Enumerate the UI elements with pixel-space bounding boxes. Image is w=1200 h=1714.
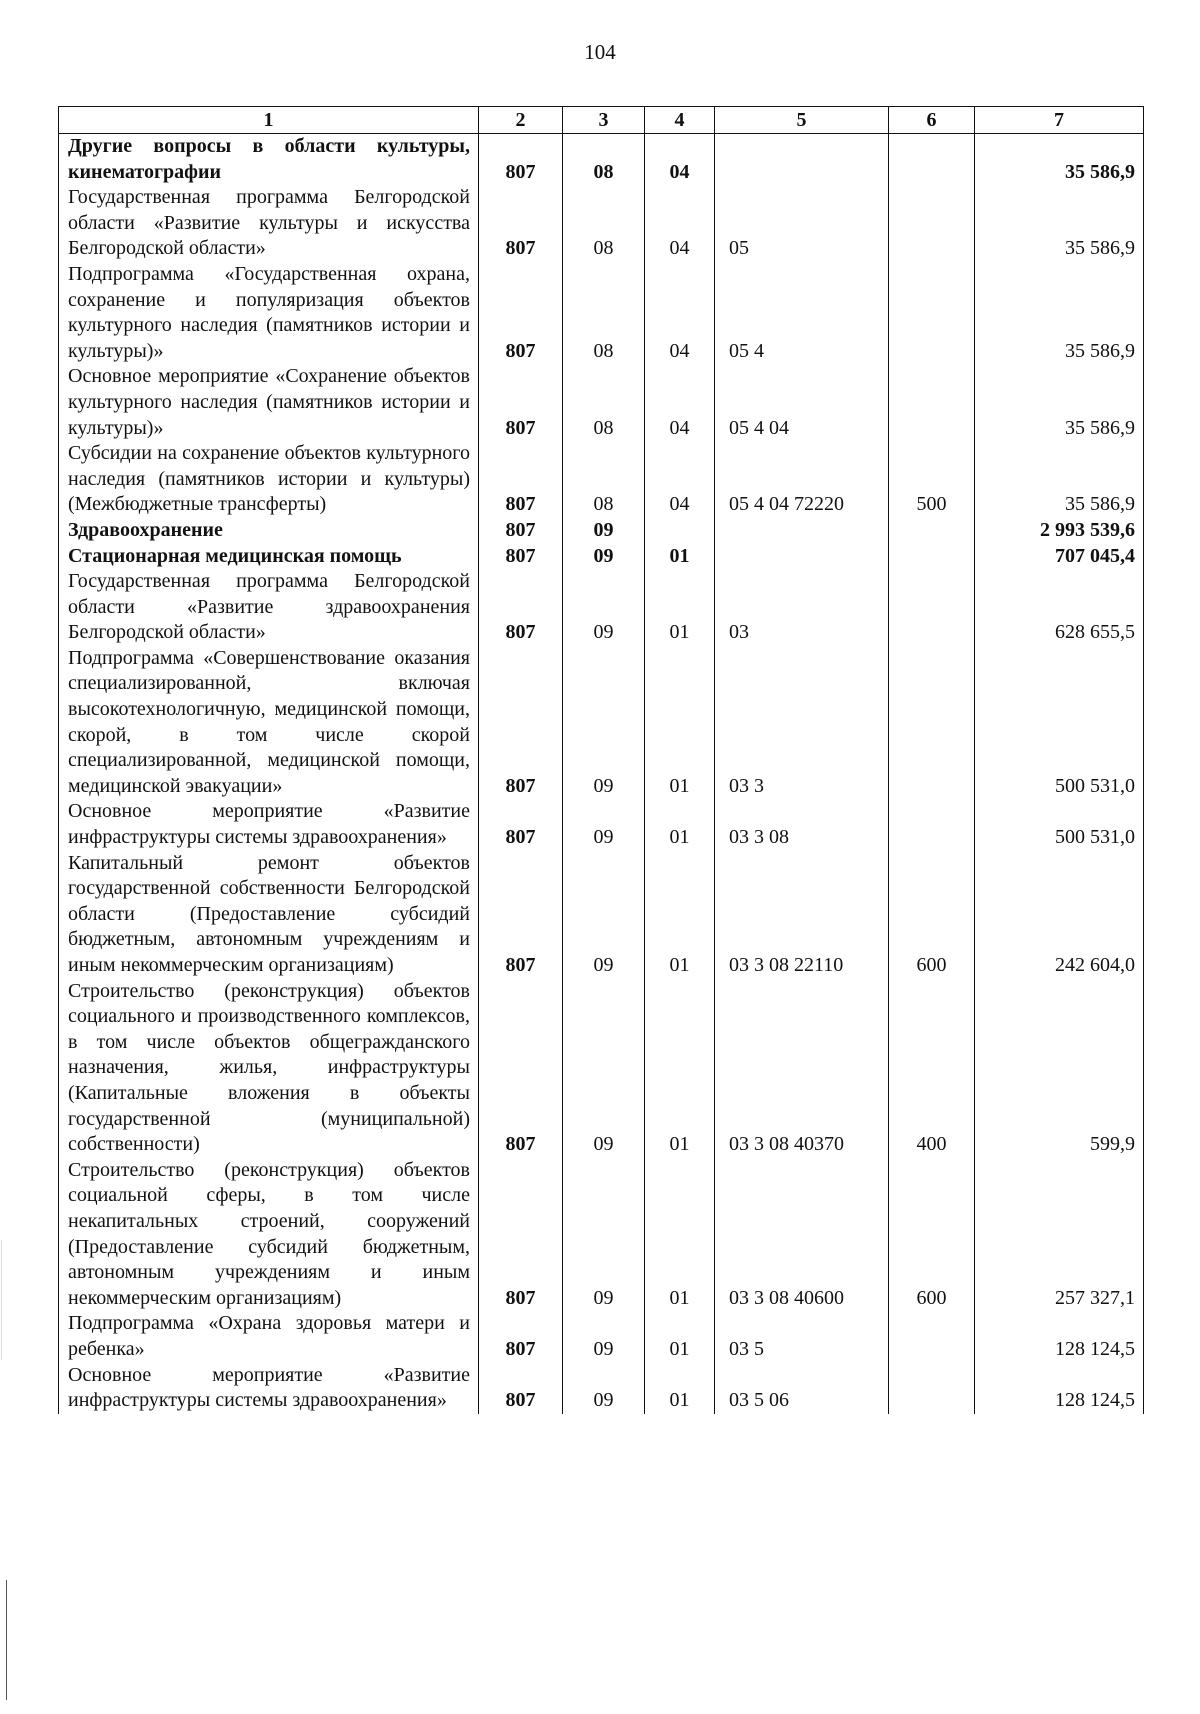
row-c5-cell: 03 [715,569,889,646]
row-c2-cell: 807 [479,262,563,364]
row-c4-cell [645,518,715,544]
row-c4-cell: 01 [645,799,715,850]
row-c3-cell: 09 [563,569,645,646]
row-c4-cell: 01 [645,979,715,1158]
row-c6-cell: 400 [889,979,975,1158]
row-name-cell: Строительство (реконструкция) объектов социальной сферы, в том числе некапитальных строений, сооружений (Предоставление субсидий бюджетным, автономным учреждениям и иным некоммерческим организациям) [59,1158,479,1312]
row-c6-cell: 500 [889,441,975,518]
row-name-cell: Здравоохранение [59,518,479,544]
row-c2-cell: 807 [479,646,563,800]
row-c2-cell: 807 [479,1363,563,1414]
header-col-3: 3 [563,107,645,134]
row-c7-cell: 128 124,5 [975,1363,1144,1414]
row-c3-cell: 09 [563,851,645,979]
row-c5-cell: 03 5 06 [715,1363,889,1414]
row-c6-cell: 600 [889,1158,975,1312]
row-c2-cell: 807 [479,851,563,979]
header-col-2: 2 [479,107,563,134]
table-row [59,544,1144,570]
row-c3-cell: 09 [563,544,645,570]
row-c3-cell: 09 [563,1363,645,1414]
table-row [59,569,1144,646]
row-c4-cell: 01 [645,851,715,979]
table-row [59,518,1144,544]
table-row [59,185,1144,262]
row-c6-cell [889,1363,975,1414]
table-row [59,646,1144,800]
table-row [59,1158,1144,1312]
row-c7-cell: 35 586,9 [975,441,1144,518]
row-c4-cell: 04 [645,134,715,186]
header-col-5: 5 [715,107,889,134]
table-row [59,979,1144,1158]
row-c7-cell: 128 124,5 [975,1311,1144,1362]
scan-mark [1,1240,2,1360]
row-c5-cell: 05 [715,185,889,262]
row-c4-cell: 01 [645,544,715,570]
row-c6-cell: 600 [889,851,975,979]
row-c4-cell: 04 [645,262,715,364]
row-name-cell: Другие вопросы в области культуры, кинематографии [59,134,479,186]
row-c5-cell: 03 3 08 22110 [715,851,889,979]
row-c3-cell: 09 [563,799,645,850]
header-row [59,107,1144,134]
row-c5-cell: 03 3 [715,646,889,800]
row-name-cell: Подпрограмма «Совершенствование оказания специализированной, включая высокотехнологичную, медицинской помощи, скорой, в том числе скорой специализированной, медицинской помощи, медицинской эвакуации» [59,646,479,800]
table-row [59,799,1144,850]
row-c2-cell: 807 [479,979,563,1158]
row-name-cell: Основное мероприятие «Развитие инфраструктуры системы здравоохранения» [59,1363,479,1414]
row-name-cell: Подпрограмма «Государственная охрана, сохранение и популяризация объектов культурного наследия (памятников истории и культуры)» [59,262,479,364]
row-c6-cell [889,185,975,262]
header-col-1: 1 [59,107,479,134]
row-c6-cell [889,134,975,186]
row-c4-cell: 04 [645,185,715,262]
row-c2-cell: 807 [479,1158,563,1312]
row-c7-cell: 35 586,9 [975,134,1144,186]
row-c6-cell [889,518,975,544]
row-c5-cell: 03 5 [715,1311,889,1362]
row-c7-cell: 2 993 539,6 [975,518,1144,544]
table-row [59,441,1144,518]
row-c3-cell: 08 [563,364,645,441]
row-name-cell: Подпрограмма «Охрана здоровья матери и ребенка» [59,1311,479,1362]
table-row [59,1311,1144,1362]
row-c6-cell [889,569,975,646]
header-col-6: 6 [889,107,975,134]
table-row [59,134,1144,186]
row-c4-cell: 01 [645,569,715,646]
row-c5-cell: 03 3 08 [715,799,889,850]
row-c4-cell: 01 [645,646,715,800]
row-c5-cell: 03 3 08 40370 [715,979,889,1158]
header-col-4: 4 [645,107,715,134]
table-row [59,364,1144,441]
row-c4-cell: 04 [645,364,715,441]
row-c3-cell: 09 [563,646,645,800]
header-col-7: 7 [975,107,1144,134]
row-c6-cell [889,646,975,800]
row-c5-cell [715,544,889,570]
row-c5-cell: 05 4 [715,262,889,364]
row-c4-cell: 01 [645,1363,715,1414]
row-c5-cell: 05 4 04 72220 [715,441,889,518]
row-c2-cell: 807 [479,185,563,262]
row-c7-cell: 500 531,0 [975,799,1144,850]
row-name-cell: Государственная программа Белгородской области «Развитие культуры и искусства Белгородской области» [59,185,479,262]
page-number: 104 [584,40,616,64]
row-c5-cell: 03 3 08 40600 [715,1158,889,1312]
row-c5-cell: 05 4 04 [715,364,889,441]
row-c6-cell [889,1311,975,1362]
row-c4-cell: 01 [645,1158,715,1312]
row-c6-cell [889,364,975,441]
row-c3-cell: 08 [563,262,645,364]
row-c7-cell: 707 045,4 [975,544,1144,570]
row-c7-cell: 35 586,9 [975,185,1144,262]
row-c6-cell [889,544,975,570]
row-c2-cell: 807 [479,1311,563,1362]
row-c2-cell: 807 [479,441,563,518]
row-c5-cell [715,134,889,186]
row-name-cell: Основное мероприятие «Развитие инфраструктуры системы здравоохранения» [59,799,479,850]
row-c7-cell: 599,9 [975,979,1144,1158]
row-c7-cell: 242 604,0 [975,851,1144,979]
row-c3-cell: 09 [563,518,645,544]
row-name-cell: Капитальный ремонт объектов государственной собственности Белгородской области (Предоставление субсидий бюджетным, автономным учреждениям и иным некоммерческим организациям) [59,851,479,979]
row-c7-cell: 257 327,1 [975,1158,1144,1312]
row-c3-cell: 08 [563,134,645,186]
row-c3-cell: 09 [563,1311,645,1362]
row-c2-cell: 807 [479,544,563,570]
row-c3-cell: 09 [563,979,645,1158]
row-c2-cell: 807 [479,364,563,441]
row-c4-cell: 01 [645,1311,715,1362]
row-c3-cell: 09 [563,1158,645,1312]
row-c3-cell: 08 [563,185,645,262]
row-c2-cell: 807 [479,134,563,186]
row-c2-cell: 807 [479,569,563,646]
row-name-cell: Основное мероприятие «Сохранение объектов культурного наследия (памятников истории и культуры)» [59,364,479,441]
scan-edge-line [6,1580,7,1700]
table-row [59,1363,1144,1414]
row-c5-cell [715,518,889,544]
row-name-cell: Строительство (реконструкция) объектов социального и производственного комплексов, в том числе объектов общегражданского назначения, жилья, инфраструктуры (Капитальные вложения в объекты государственной (муниципальной) собственности) [59,979,479,1158]
table-row [59,851,1144,979]
row-name-cell: Государственная программа Белгородской области «Развитие здравоохранения Белгородской области» [59,569,479,646]
budget-table [58,106,1144,1414]
row-c6-cell [889,799,975,850]
row-c4-cell: 04 [645,441,715,518]
row-name-cell: Субсидии на сохранение объектов культурного наследия (памятников истории и культуры) (Межбюджетные трансферты) [59,441,479,518]
row-c6-cell [889,262,975,364]
row-c2-cell: 807 [479,799,563,850]
row-c7-cell: 35 586,9 [975,364,1144,441]
row-c7-cell: 500 531,0 [975,646,1144,800]
row-name-cell: Стационарная медицинская помощь [59,544,479,570]
table-row [59,262,1144,364]
row-c3-cell: 08 [563,441,645,518]
row-c7-cell: 35 586,9 [975,262,1144,364]
row-c7-cell: 628 655,5 [975,569,1144,646]
row-c2-cell: 807 [479,518,563,544]
